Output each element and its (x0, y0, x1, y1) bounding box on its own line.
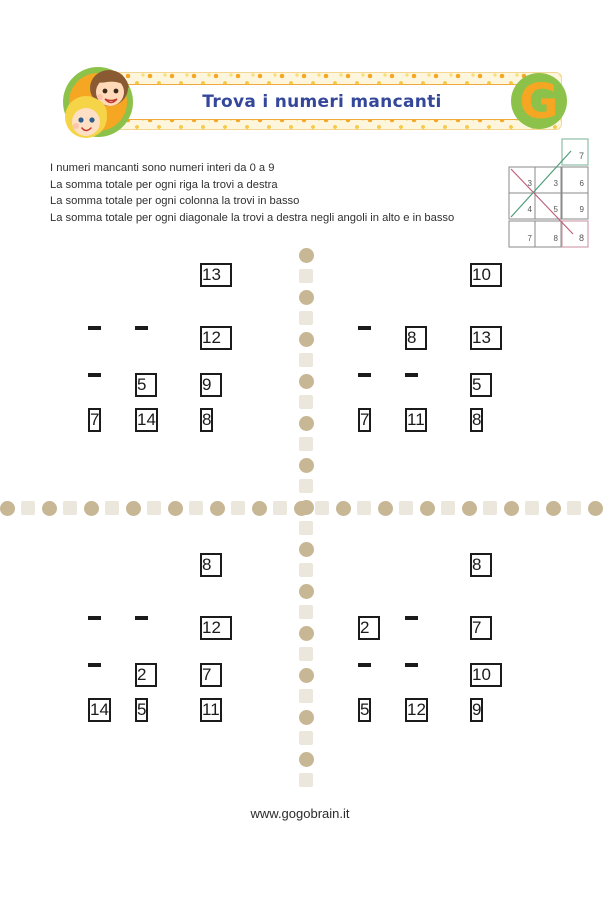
divider-dot-circle (299, 626, 314, 641)
divider-dot-circle (462, 501, 477, 516)
example-diagram (508, 138, 590, 243)
divider-dot-square (147, 501, 161, 515)
divider-dot-circle (42, 501, 57, 516)
divider-dot-circle (420, 501, 435, 516)
col-sum-1: 5 (135, 698, 148, 722)
divider-dot-square (231, 501, 245, 515)
divider-dot-square (357, 501, 371, 515)
row-sum-1: 7 (200, 663, 222, 687)
col-sum-1: 14 (135, 408, 158, 432)
divider-dot-circle (299, 668, 314, 683)
instructions-block (50, 160, 490, 226)
svg-text:8: 8 (578, 233, 584, 243)
divider-dot-square (105, 501, 119, 515)
divider-dot-circle (126, 501, 141, 516)
divider-dot-circle (299, 416, 314, 431)
col-sum-0: 7 (88, 408, 101, 432)
divider-dot-square (63, 501, 77, 515)
divider-dot-circle (588, 501, 603, 516)
svg-text:3: 3 (527, 179, 532, 188)
instruction-line-4: La somma totale per ogni diagonale la trovi a destra negli angoli in alto e in basso (50, 211, 455, 224)
divider-dot-circle (294, 501, 309, 516)
row-sum-0: 7 (470, 616, 492, 640)
svg-text:G: G (519, 74, 559, 130)
puzzle-top-left (88, 263, 263, 483)
divider-dot-circle (210, 501, 225, 516)
divider-dot-square (299, 479, 313, 493)
col-sum-1: 11 (405, 408, 427, 432)
divider-dot-square (299, 563, 313, 577)
diagonal-sum-top: 10 (470, 263, 502, 287)
svg-text:3: 3 (553, 179, 558, 188)
divider-dot-circle (84, 501, 99, 516)
divider-dot-circle (299, 248, 314, 263)
divider-dot-square (567, 501, 581, 515)
divider-dot-circle (299, 290, 314, 305)
divider-dot-circle (378, 501, 393, 516)
row-sum-0: 13 (470, 326, 502, 350)
divider-dot-square (299, 731, 313, 745)
grid-cell-r1c0[interactable] (358, 373, 371, 377)
col-sum-0: 7 (358, 408, 371, 432)
divider-dot-circle (504, 501, 519, 516)
divider-dot-circle (336, 501, 351, 516)
row-sum-1: 10 (470, 663, 502, 687)
row-sum-1: 9 (200, 373, 222, 397)
diagonal-sum-bottom: 8 (200, 408, 213, 432)
instruction-line-2: La somma totale per ogni riga la trovi a destra (50, 178, 278, 191)
grid-cell-r0c0[interactable] (88, 326, 101, 330)
svg-text:4: 4 (527, 205, 532, 214)
row-sum-1: 5 (470, 373, 492, 397)
svg-text:5: 5 (553, 205, 558, 214)
puzzle-top-right (358, 263, 533, 483)
grid-cell-r1c0[interactable] (88, 663, 101, 667)
grid-cell-r1c0[interactable] (88, 373, 101, 377)
divider-dot-circle (299, 332, 314, 347)
divider-dot-square (299, 353, 313, 367)
header-banner (52, 62, 562, 140)
row-sum-0: 12 (200, 326, 232, 350)
row-sum-0: 12 (200, 616, 232, 640)
two-children-illustration (52, 62, 140, 140)
divider-dot-circle (299, 752, 314, 767)
divider-horizontal (0, 500, 600, 517)
grid-cell-r0c0[interactable] (358, 326, 371, 330)
svg-text:7: 7 (527, 234, 532, 243)
divider-dot-square (189, 501, 203, 515)
grid-cell-r0c0: 2 (358, 616, 380, 640)
divider-dot-square (299, 521, 313, 535)
diagonal-sum-top: 8 (200, 553, 222, 577)
divider-dot-circle (299, 374, 314, 389)
grid-cell-r0c1: 8 (405, 326, 427, 350)
divider-dot-square (273, 501, 287, 515)
svg-text:8: 8 (553, 234, 558, 243)
divider-dot-circle (299, 458, 314, 473)
footer-url: www.gogobrain.it (250, 806, 350, 821)
grid-cell-r1c1: 2 (135, 663, 157, 687)
instruction-line-3: La somma totale per ogni colonna la trovi in basso (50, 195, 300, 207)
puzzle-bottom-right (358, 553, 533, 773)
divider-dot-circle (546, 501, 561, 516)
divider-dot-square (21, 501, 35, 515)
divider-dot-square (299, 773, 313, 787)
divider-dot-circle (299, 542, 314, 557)
divider-dot-circle (168, 501, 183, 516)
diagonal-sum-top: 8 (470, 553, 492, 577)
divider-dot-square (299, 647, 313, 661)
divider-dot-circle (299, 584, 314, 599)
divider-dot-square (399, 501, 413, 515)
divider-dot-square (483, 501, 497, 515)
col-sum-1: 12 (405, 698, 428, 722)
grid-cell-r1c1: 5 (135, 373, 157, 397)
divider-dot-square (299, 395, 313, 409)
diagonal-sum-bottom: 8 (470, 408, 483, 432)
divider-dot-circle (0, 501, 15, 516)
divider-dot-square (299, 437, 313, 451)
divider-dot-square (525, 501, 539, 515)
grid-cell-r0c1[interactable] (135, 326, 148, 330)
divider-dot-circle (252, 501, 267, 516)
grid-cell-r0c0[interactable] (88, 616, 101, 620)
divider-dot-square (299, 689, 313, 703)
grid-cell-r1c1[interactable] (405, 373, 418, 377)
grid-cell-r0c1[interactable] (405, 616, 418, 620)
divider-dot-square (299, 605, 313, 619)
divider-dot-square (299, 269, 313, 283)
title-box (118, 84, 526, 120)
diagonal-sum-top: 13 (200, 263, 232, 287)
grid-cell-r0c1[interactable] (135, 616, 148, 620)
page-title: Trova i numeri mancanti (202, 92, 442, 112)
instruction-line-1: I numeri mancanti sono numeri interi da 0 a 9 (50, 162, 275, 174)
diagonal-sum-bottom: 11 (200, 698, 222, 722)
col-sum-0: 14 (88, 698, 111, 722)
svg-text:9: 9 (579, 205, 584, 214)
diagonal-sum-bottom: 9 (470, 698, 483, 722)
divider-dot-circle (299, 710, 314, 725)
col-sum-0: 5 (358, 698, 371, 722)
grid-cell-r1c0[interactable] (358, 663, 371, 667)
puzzle-bottom-left (88, 553, 263, 773)
svg-text:7: 7 (578, 151, 584, 161)
divider-dot-square (299, 311, 313, 325)
divider-dot-square (315, 501, 329, 515)
brand-logo-g-icon (504, 66, 574, 136)
svg-text:6: 6 (579, 179, 584, 188)
grid-cell-r1c1[interactable] (405, 663, 418, 667)
divider-dot-square (441, 501, 455, 515)
